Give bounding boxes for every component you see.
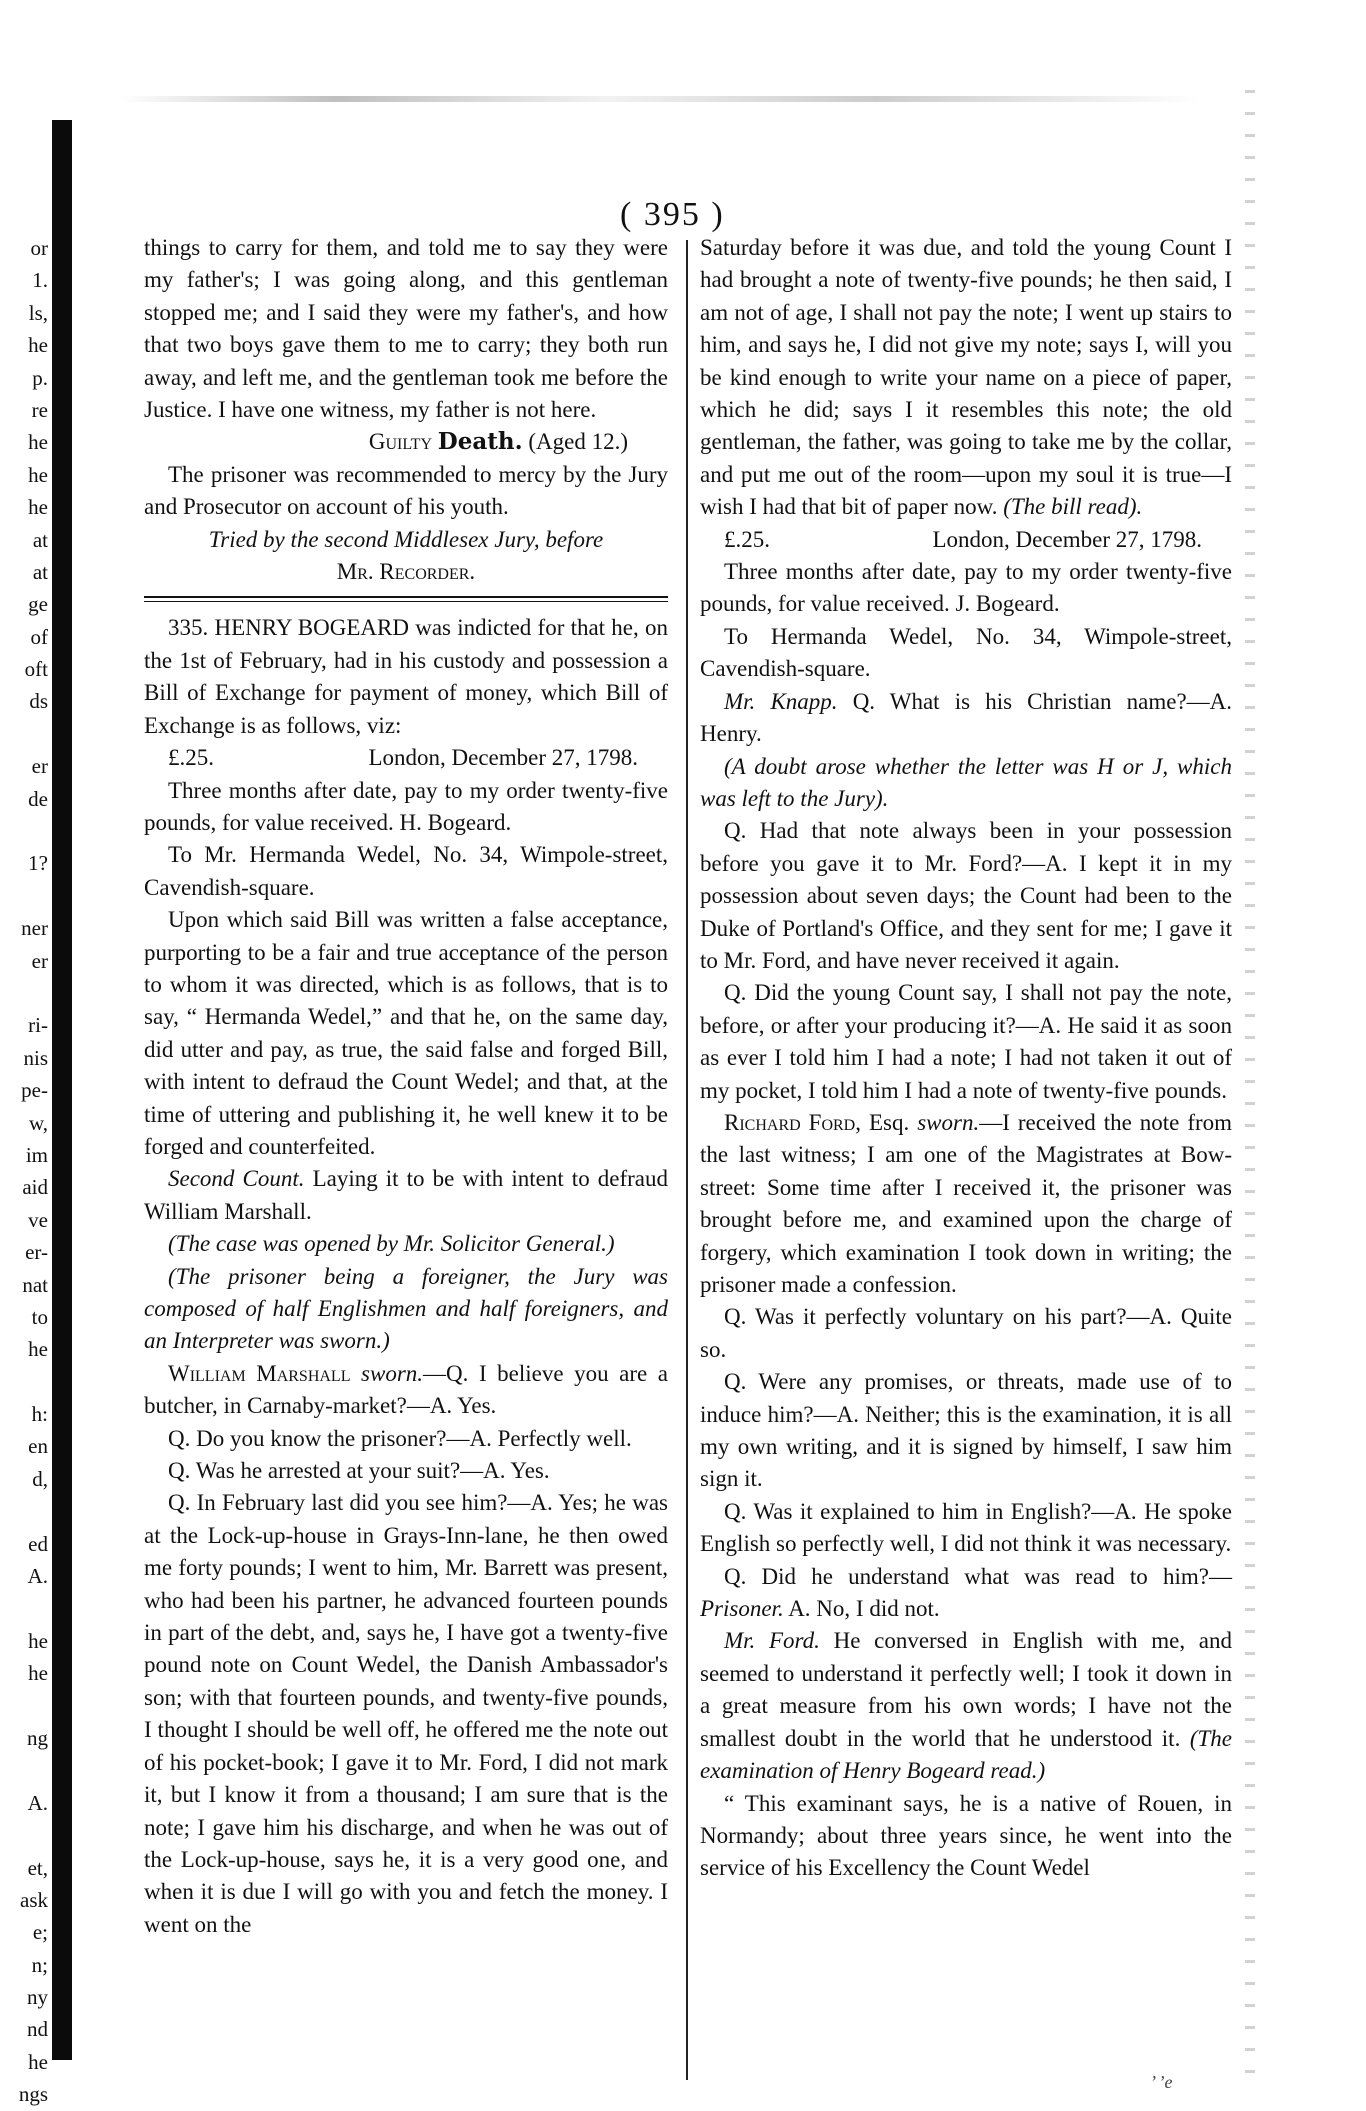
second-count-text: Laying it to be with intent to defraud William Marshall. — [144, 1166, 669, 1224]
bleed-fragment: ngs — [18, 2082, 48, 2107]
jury-note: (The prisoner being a foreigner, the Jury was composed of half Englishmen and half foreigners, and an Interpreter was sworn.) — [144, 1263, 668, 1354]
bleed-fragment: he — [28, 2049, 48, 2074]
bleed-fragment: A. — [27, 1564, 48, 1589]
bill-place-date-2: London, December 27, 1798. — [932, 526, 1202, 552]
bleed-fragment: aid — [22, 1175, 48, 1200]
question-7: Q. Was it perfectly voluntary on his part?—A. Quite so. — [700, 1304, 1232, 1362]
question-6: Q. Did the young Count say, I shall not pay the note, before, or after your producing it?—A. He said it as soon as ever I told him I had a note; I had not taken it out of my pocket, I told him I had a note of twenty-five pounds. — [700, 980, 1232, 1103]
doubt-note: (A doubt arose whether the letter was H or J, which was left to the Jury). — [700, 753, 1232, 811]
bleed-fragment: re — [31, 397, 48, 422]
tried-by: Tried by the second Middlesex Jury, before — [208, 526, 604, 552]
bill-signature: H. Bogeard. — [399, 809, 512, 835]
left-column — [144, 232, 668, 1941]
question-4: Q. In February last did you see him?—A. Yes; he was at the Lock-up-house in Grays-Inn-lane, he then owed me forty pounds; I went to him, Mr. Barrett was present, who had been his partner, he advanced fourteen pounds in part of the debt, and, says he, I have got a twenty-five pound note on Count Wedel, the Danish Ambassador's son; with that fourteen pounds, and twenty-five pounds, I thought I should be well off, he offered me the note out of his pocket-book; I gave it to Mr. Ford, I did not mark it, but I know it from a thousand; I am sure that is the note; I gave him his discharge, and when he was out of the Lock-up-house, says he, it is a very good one, and when it is due I will go with you and fetch the money. I went on the — [144, 1490, 668, 1937]
question-10-text: Q. Did he understand what was read to him?— — [724, 1563, 1232, 1589]
bleed-fragment: de — [28, 786, 48, 811]
case-separator-thin — [144, 601, 668, 602]
bleed-fragment: er — [31, 948, 48, 973]
opened-by-note: (The case was opened by Mr. Solicitor General.) — [168, 1231, 615, 1257]
bill-header — [144, 742, 668, 774]
ford-reply — [700, 1625, 1232, 1787]
bleed-fragment: nd — [27, 2017, 48, 2042]
bill-signature-2: J. Bogeard. — [955, 591, 1060, 617]
knapp-question — [700, 686, 1232, 751]
bleed-fragment: e; — [32, 1920, 48, 1945]
bleed-fragment: at — [32, 559, 48, 584]
bleed-fragment: ng — [27, 1725, 48, 1750]
case-separator — [144, 596, 668, 598]
bleed-fragment: he — [28, 333, 48, 358]
bill-text — [144, 775, 668, 840]
bleed-fragment: er — [31, 754, 48, 779]
bleed-fragment: er- — [25, 1240, 48, 1265]
bleed-fragment: nis — [23, 1045, 48, 1070]
witness-name: William Marshall — [168, 1360, 351, 1386]
bleed-fragment: pe- — [21, 1078, 48, 1103]
bill-address: To Mr. Hermanda Wedel, No. 34, Wimpole-street, Cavendish-square. — [144, 842, 668, 900]
judge-label: Mr. Recorder. — [336, 559, 476, 585]
page-number: ( 395 ) — [620, 196, 725, 233]
bleed-fragment — [0, 815, 48, 847]
bleed-fragment — [0, 1495, 48, 1527]
bleed-fragment: ri- — [28, 1013, 48, 1038]
bleed-fragment: he — [28, 1661, 48, 1686]
bleed-fragment: ed — [28, 1531, 48, 1556]
ford-testimony: —I received the note from the last witness; I am one of the Magistrates at Bow-street: Some time after I received it, the prisoner was brought before me, and examined upon the charge of forgery, which examination I took down in writing; the prisoner made a confession. — [700, 1109, 1233, 1297]
verdict-line — [144, 426, 668, 458]
right-column — [700, 232, 1232, 1885]
bleed-fragment: ge — [28, 592, 48, 617]
question-2: Q. Do you know the prisoner?—A. Perfectly well. — [168, 1425, 632, 1451]
ford-label: Mr. Ford. — [724, 1628, 820, 1654]
column-rule — [686, 240, 688, 2080]
bill-body: Three months after date, pay to my order twenty-five pounds, for value received. — [144, 777, 668, 835]
witness-marshall — [144, 1358, 668, 1423]
bottom-ink-mark: ’ ’e — [1150, 2072, 1173, 2092]
bill-amount: £.25. — [168, 745, 214, 771]
witness-ford — [700, 1107, 1232, 1301]
question-1: —Q. I believe you are a butcher, in Carnaby-market?—A. Yes. — [144, 1360, 669, 1419]
bleed-fragment: ds — [29, 689, 48, 714]
bleed-fragment: ve — [28, 1207, 48, 1232]
bleed-fragment: h: — [31, 1402, 48, 1427]
bleed-fragment — [0, 1819, 48, 1851]
bleed-fragment: ny — [27, 1985, 48, 2010]
bleed-fragment: d, — [32, 1466, 48, 1491]
bleed-fragment: en — [28, 1434, 48, 1459]
bleed-fragment — [0, 977, 48, 1009]
bill-amount-2: £.25. — [724, 526, 770, 552]
bleed-fragment: et, — [27, 1855, 48, 1880]
verdict-age: (Aged 12.) — [528, 429, 628, 455]
bleed-fragment — [0, 1690, 48, 1722]
bleed-fragment: nat — [22, 1272, 48, 1297]
bleed-fragment: he — [28, 462, 48, 487]
header-ink-smudge — [120, 96, 1200, 102]
examinant-statement: “ This examinant says, he is a native of Rouen, in Normandy; about three years since, he went into the service of his Excellency the Count Wedel — [700, 1790, 1232, 1881]
testimony-continued-text: Saturday before it was due, and told the young Count I had brought a note of twenty-five pounds; he then said, I am not of age, I shall not pay the note; I went up stairs to him, and says he, I did not give my note; says I, will you be kind enough to write your name on a piece of paper, which he did; says I it resembles this note; the old gentleman, the father, was going to take me by the collar, and put me out of the room—upon my soul it is true—I wish I had that bit of paper now. — [700, 235, 1232, 520]
second-count — [144, 1163, 668, 1228]
bill-read-note: (The bill read). — [1003, 494, 1143, 520]
knapp-text: Q. What is his Christian name?—A. Henry. — [700, 688, 1233, 747]
bleed-fragment — [0, 880, 48, 912]
bleed-fragment: he — [28, 430, 48, 455]
knapp-label: Mr. Knapp. — [724, 688, 838, 714]
bleed-fragment: A. — [27, 1790, 48, 1815]
question-8: Q. Were any promises, or threats, made use of to induce him?—A. Neither; this is the examination, it is all my own writing, and it is signed by himself, I saw him sign it. — [700, 1369, 1232, 1492]
ford-reply-text: He conversed in English with me, and seemed to understand it perfectly well; I took it down in a great measure from his own words; I have not the smallest doubt in the world that he understood it. — [700, 1628, 1233, 1751]
bleed-fragment: 1? — [28, 851, 48, 876]
bleed-fragment — [0, 1366, 48, 1398]
bill-place-date: London, December 27, 1798. — [368, 745, 638, 771]
bleed-fragment: to — [31, 1304, 48, 1329]
bill-body-2: Three months after date, pay to my order twenty-five pounds, for value received. — [700, 559, 1232, 617]
bleed-fragment: at — [32, 527, 48, 552]
ford-sworn: sworn. — [917, 1109, 980, 1135]
bill-header-2 — [700, 524, 1232, 556]
testimony-paragraph: things to carry for them, and told me to say they were my father's; I was going along, and this gentleman stopped me; and I said they were my father's, and how that two boys gave them to me to carry; they both run away, and left me, and the gentleman took me before the Justice. I have one witness, my father is not here. — [144, 235, 668, 423]
bleed-fragment: ner — [21, 916, 48, 941]
prisoner-answer: A. No, I did not. — [788, 1596, 940, 1622]
bleed-fragment: he — [28, 495, 48, 520]
bleed-fragment — [0, 1592, 48, 1624]
bleed-fragment: oft — [24, 657, 48, 682]
bill-text-2 — [700, 556, 1232, 621]
acceptance-paragraph: Upon which said Bill was written a false acceptance, purporting to be a fair and true acceptance of the person to whom it was directed, which is as follows, that is to say, “ Hermanda Wedel,” and that he, on the same day, did utter and pay, as true, the said false and forged Bill, with intent to defraud the Count Wedel; and that, at the time of uttering and publishing it, he well knew it to be forged and counterfeited. — [144, 907, 668, 1159]
bleed-fragment: of — [30, 624, 48, 649]
question-9: Q. Was it explained to him in English?—A. He spoke English so perfectly well, I did not think it was necessary. — [700, 1498, 1232, 1557]
bleed-fragment: im — [25, 1142, 48, 1167]
examination-read-note: (The examination of Henry Bogeard read.) — [700, 1725, 1232, 1784]
bill-address-2: To Hermanda Wedel, No. 34, Wimpole-street, Cavendish-square. — [700, 623, 1232, 682]
mercy-recommendation: The prisoner was recommended to mercy by the Jury and Prosecutor on account of his youth. — [144, 461, 668, 520]
bleed-fragment: ls, — [28, 300, 48, 325]
question-5: Q. Had that note always been in your possession before you gave it to Mr. Ford?—A. I kept it in my possession about seven days; the Count had been to the Duke of Portland's Office, and they sent for me; I gave it to Mr. Ford, and have never received it again. — [700, 818, 1232, 973]
bleed-fragment: n; — [31, 1952, 48, 1977]
witness-sworn: sworn. — [361, 1360, 424, 1386]
prisoner-label: Prisoner. — [700, 1596, 784, 1622]
verdict-death: Death. — [437, 428, 523, 456]
bleed-fragment — [0, 718, 48, 750]
case-indictment: 335. HENRY BOGEARD was indicted for that he, on the 1st of February, had in his custody and possession a Bill of Exchange for payment of money, which Bill of Exchange is as follows, viz: — [144, 615, 668, 738]
bleed-fragment: he — [28, 1628, 48, 1653]
facing-page-bleed — [0, 232, 48, 2111]
bleed-fragment: ask — [20, 1887, 48, 1912]
right-edge-ink — [1245, 90, 1255, 2080]
bleed-fragment: 1. — [32, 268, 48, 293]
question-3: Q. Was he arrested at your suit?—A. Yes. — [168, 1458, 550, 1484]
ford-name: Richard Ford — [724, 1109, 856, 1135]
bleed-fragment: or — [30, 236, 48, 260]
ford-title: , Esq. — [855, 1109, 910, 1135]
bleed-fragment: w, — [28, 1110, 48, 1135]
bleed-fragment — [0, 1754, 48, 1786]
judge-name — [144, 556, 668, 588]
question-10 — [700, 1561, 1232, 1626]
bleed-fragment: p. — [32, 365, 48, 390]
testimony-continued — [700, 232, 1232, 524]
binding-shadow — [52, 120, 72, 2060]
bleed-fragment: he — [28, 1337, 48, 1362]
verdict-guilty: Guilty — [368, 429, 433, 455]
second-count-label: Second Count. — [168, 1166, 305, 1192]
